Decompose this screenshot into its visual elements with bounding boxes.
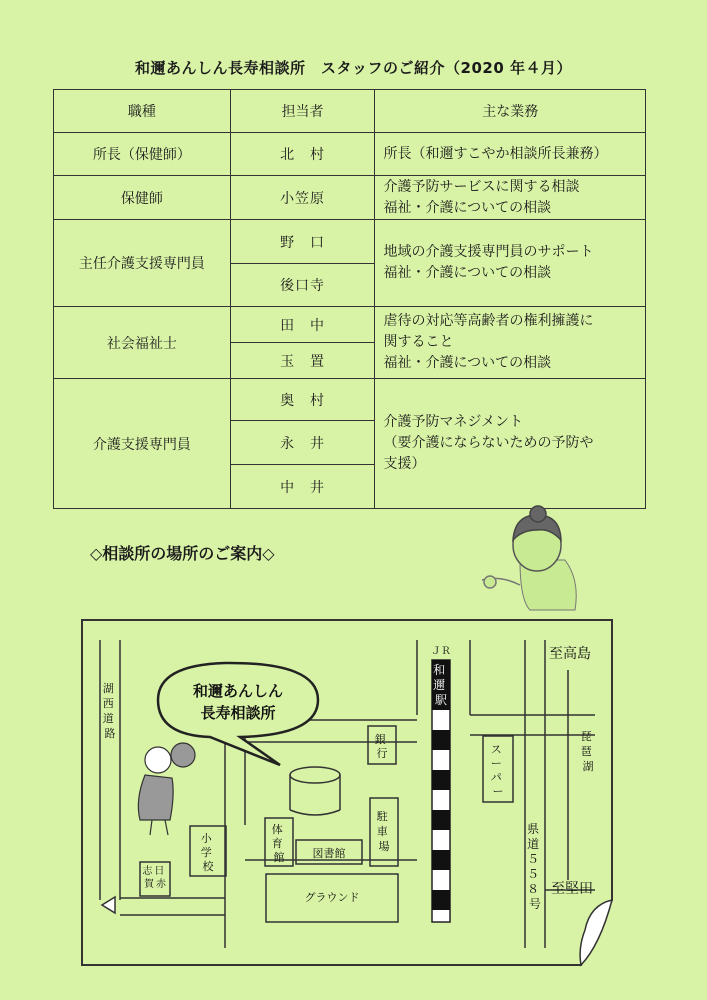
ground-label: グラウンド: [304, 891, 360, 904]
duty-line: 支援）: [383, 456, 426, 472]
to-takashima-label: 至高島: [549, 646, 591, 662]
jr-label: ＪＲ: [431, 646, 451, 657]
road-label-kosei: 湖 西 道 路: [102, 682, 116, 740]
duty-line: 福祉・介護についての相談: [383, 265, 552, 281]
duty-line: 福祉・介護についての相談: [383, 199, 552, 216]
name-cell: 奥 村: [230, 379, 375, 421]
page-title: 和邇あんしん長寿相談所 スタッフのご紹介（2020 年４月）: [135, 59, 572, 77]
gym-label: 体 育 館: [271, 823, 285, 864]
school-label: 小 学 校: [200, 832, 214, 873]
name-cell: 玉 置: [230, 343, 375, 379]
duty-line: 地域の介護支援専門員のサポート: [383, 244, 594, 260]
header-duty: 主な業務: [375, 90, 646, 133]
name-cell: 永 井: [230, 421, 375, 465]
duty-line: 関すること: [383, 334, 454, 350]
duty-line: 虐待の対応等高齢者の権利擁護に: [383, 313, 594, 329]
red-cross-label: 日 赤: [154, 866, 166, 890]
name-cell: 後口寺: [230, 264, 375, 307]
header-name: 担当者: [230, 90, 375, 133]
role-cell: 所長（保健師）: [54, 133, 231, 176]
parking-label: 駐 車 場: [376, 810, 390, 853]
duty-cell: 所長（和邇すこやか相談所長兼務）: [375, 133, 646, 176]
station-label: 和 邇 駅: [433, 663, 448, 707]
to-katata-label: 至堅田: [551, 881, 593, 897]
library-label: 図書館: [312, 847, 346, 860]
supermarket-label: ス ー パ ー: [490, 743, 504, 798]
name-cell: 小笠原: [230, 176, 375, 220]
duty-line: 介護予防マネジメント: [383, 414, 524, 430]
location-guide-heading: ◇相談所の場所のご案内◇: [90, 544, 275, 563]
bank-label: 銀 行: [374, 733, 388, 760]
role-cell: 主任介護支援専門員: [54, 220, 231, 307]
name-cell: 田 中: [230, 307, 375, 343]
role-cell: 介護支援専門員: [54, 379, 231, 509]
biwako-label: 琵 琶 湖: [580, 730, 594, 773]
receptionist-illustration: [482, 506, 576, 610]
prefectural-road-label: 県 道 ５ ５ ８ 号: [527, 822, 542, 911]
shiga-label: 志 賀: [142, 866, 154, 890]
duty-line: 福祉・介護についての相談: [383, 355, 552, 371]
map-fold: [580, 900, 612, 965]
header-role: 職種: [54, 90, 231, 133]
duty-line: 介護予防サービスに関する相談: [383, 178, 580, 195]
callout-line2: 長寿相談所: [200, 704, 276, 722]
name-cell: 北 村: [230, 133, 375, 176]
role-cell: 社会福祉士: [54, 307, 231, 379]
name-cell: 野 口: [230, 220, 375, 264]
elderly-man-illustration: [138, 743, 195, 835]
callout-line1: 和邇あんしん: [192, 682, 284, 700]
role-cell: 保健師: [54, 176, 231, 220]
duty-line: （要介護にならないための予防や: [383, 435, 594, 451]
name-cell: 中 井: [230, 465, 375, 509]
